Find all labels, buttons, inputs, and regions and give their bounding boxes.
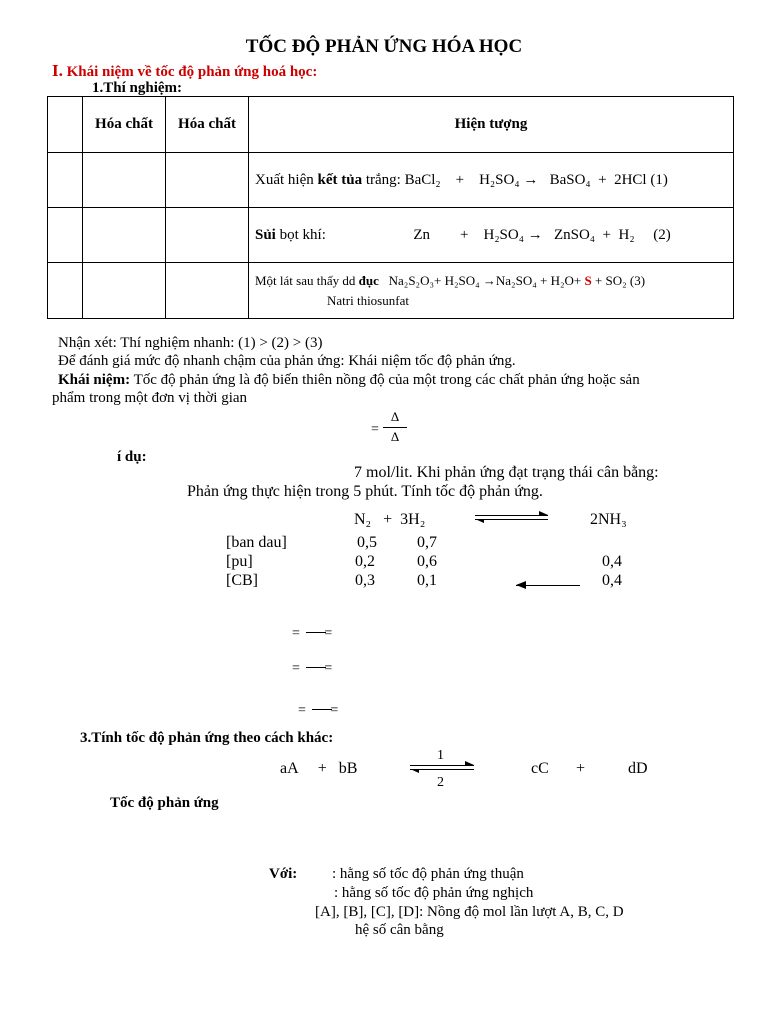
equilibrium-arrow <box>475 514 548 522</box>
table-cell <box>48 208 83 263</box>
experiment-heading: 1.Thí nghiệm: <box>92 80 183 96</box>
definition-line-1 <box>58 372 640 389</box>
row-label-initial: [ban dau] <box>226 534 287 551</box>
row1-bold: kết tủa <box>317 171 363 188</box>
table-cell <box>48 97 83 153</box>
general-product-d: dD <box>628 760 648 777</box>
rate-formula-numerator: Δ <box>390 409 400 424</box>
equilibrium-h2: 0,1 <box>417 572 437 589</box>
rate-equation-2: = = <box>292 661 333 676</box>
reacted-n2: 0,2 <box>355 553 375 570</box>
fraction-bar <box>306 632 326 633</box>
table-cell <box>48 153 83 208</box>
table-cell <box>48 263 83 319</box>
row3-sulfur: S <box>584 272 592 288</box>
table-cell <box>166 263 249 319</box>
example-reaction-left: N₂ + 3H₂ <box>354 511 426 528</box>
general-product-c: cC <box>531 760 549 777</box>
rate-formula-denominator: Δ <box>390 429 400 444</box>
table-row <box>48 153 734 208</box>
remark-line-1: Nhận xét: Thí nghiệm nhanh: (1) > (2) > (3) <box>58 335 323 351</box>
table-row <box>48 208 734 263</box>
table-cell <box>83 153 166 208</box>
header-phenomenon: Hiện tượng <box>249 97 734 153</box>
rate-constant-1-index: 1 <box>437 748 444 763</box>
row2-post: bọt khí: <box>275 226 326 243</box>
table-cell <box>83 208 166 263</box>
section-3-heading: 3.Tính tốc độ phản ứng theo cách khác: <box>80 730 334 746</box>
row2-equation: Zn + H₂SO₄ → ZnSO₄ + H₂ (2) <box>413 226 671 243</box>
fraction-bar <box>383 427 407 428</box>
left-arrow <box>516 583 580 589</box>
row1-post: trắng: <box>362 171 401 188</box>
rate-label: Tốc độ phản ứng <box>110 795 219 811</box>
table-cell <box>166 153 249 208</box>
equilibrium-nh3: 0,4 <box>602 572 622 589</box>
row-label-equilibrium: [CB] <box>226 572 258 589</box>
table-row <box>48 263 734 319</box>
row3-bold: đục <box>358 272 379 288</box>
reacted-nh3: 0,4 <box>602 553 622 570</box>
row3-equation-b: + SO₂ (3) <box>591 272 646 288</box>
general-reaction-left: aA + bB <box>280 760 358 777</box>
row1-equation: BaCl₂ + H₂SO₄ → BaSO₄ + 2HCl (1) <box>404 171 668 188</box>
row3-pre: Một lát sau thấy dd <box>255 272 359 288</box>
row1-pre: Xuất hiện <box>255 171 318 188</box>
reversible-arrow <box>410 764 474 772</box>
definition-line-2: phẩm trong một đơn vị thời gian <box>52 390 248 406</box>
coefficient-desc: hệ số cân bằng <box>355 922 444 938</box>
rate-equation-3: = = <box>298 703 339 718</box>
example-line-2: Phản ứng thực hiện trong 5 phút. Tính tốc độ phản ứng. <box>187 483 543 500</box>
definition-label: Khái niệm: <box>58 372 131 388</box>
row3-equation-a: Na₂S₂O₃+ H₂SO₄ →Na₂SO₄ + H₂O+ <box>388 272 585 288</box>
table-cell <box>249 263 734 319</box>
table-cell <box>166 208 249 263</box>
table-header-row <box>48 97 734 153</box>
forward-constant-desc: : hằng số tốc độ phản ứng thuận <box>332 866 524 882</box>
table-cell <box>249 208 734 263</box>
reverse-constant-desc: : hằng số tốc độ phản ứng nghịch <box>334 885 534 901</box>
initial-h2: 0,7 <box>417 534 437 551</box>
general-plus: + <box>576 760 586 777</box>
page-title: TỐC ĐỘ PHẢN ỨNG HÓA HỌC <box>245 36 523 57</box>
concentration-desc: [A], [B], [C], [D]: Nồng độ mol lần lượt A, B, C, D <box>315 904 624 920</box>
with-label: Với: <box>269 866 298 882</box>
fraction-bar <box>312 709 332 710</box>
definition-text: Tốc độ phản ứng là độ biến thiên nồng độ của một trong các chất phản ứng hoặc sản <box>130 372 640 388</box>
rate-equation-1: = = <box>292 626 333 641</box>
rate-constant-2-index: 2 <box>437 775 444 790</box>
table-cell <box>83 263 166 319</box>
fraction-bar <box>306 667 326 668</box>
example-line-1: 7 mol/lit. Khi phản ứng đạt trạng thái cân bằng: <box>354 464 659 481</box>
example-reaction-right: 2NH₃ <box>590 511 627 528</box>
equilibrium-n2: 0,3 <box>355 572 375 589</box>
initial-n2: 0,5 <box>357 534 377 551</box>
header-chemical-2: Hóa chất <box>166 97 249 153</box>
section-1-numeral: I. <box>52 61 63 80</box>
example-label: í dụ: <box>117 449 147 465</box>
section-1-heading <box>52 61 317 81</box>
rate-formula-equals: = <box>371 422 379 437</box>
experiment-table <box>47 96 734 319</box>
row-label-reacted: [pu] <box>226 553 253 570</box>
remark-line-2: Để đánh giá mức độ nhanh chậm của phản ứng: Khái niệm tốc độ phản ứng. <box>58 353 516 369</box>
reacted-h2: 0,6 <box>417 553 437 570</box>
row3-name: Natri thiosunfat <box>327 292 409 308</box>
table-cell <box>249 153 734 208</box>
row2-bold: Sủi <box>255 226 276 243</box>
section-1-text: Khái niệm về tốc độ phản ứng hoá học: <box>66 64 318 80</box>
header-chemical-1: Hóa chất <box>83 97 166 153</box>
